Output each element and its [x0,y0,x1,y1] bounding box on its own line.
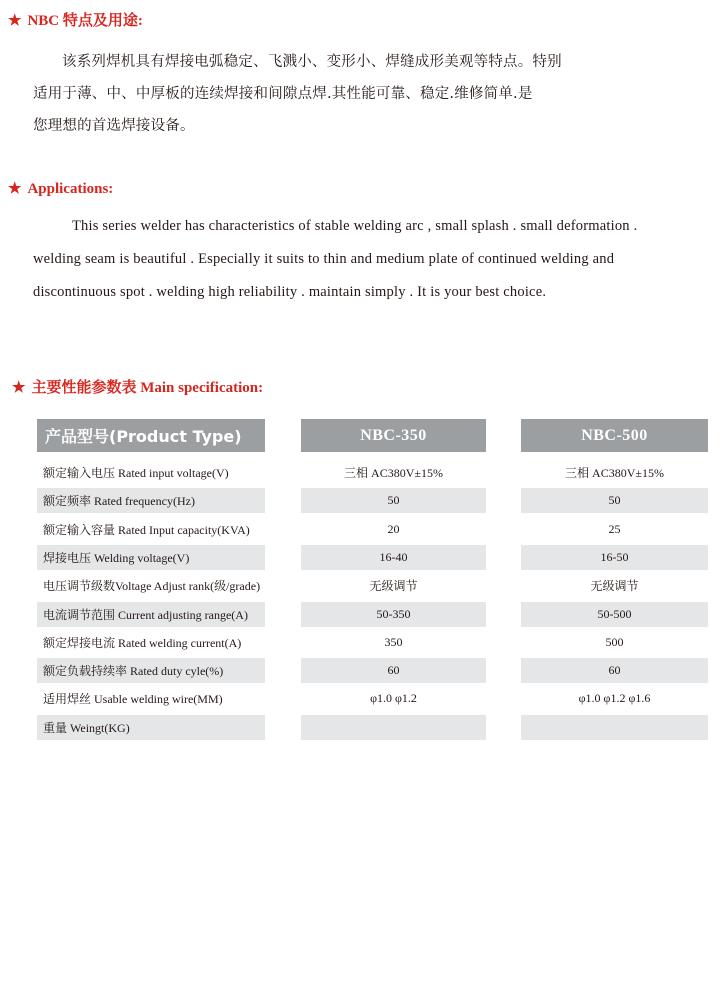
spec-value-nbc350: 16-40 [301,545,486,570]
spec-row-label: 焊接电压 Welding voltage(V) [37,545,265,570]
spec-row-label: 额定频率 Rated frequency(Hz) [37,488,265,513]
star-icon: ★ [12,380,26,396]
section-heading-applications [8,179,113,198]
star-icon: ★ [8,13,22,29]
spec-value-nbc500: 三相 AC380V±15% [565,466,664,480]
spec-value-nbc350: 60 [301,658,486,683]
spec-value-nbc350: 20 [387,522,400,536]
section-heading-specification [12,376,263,397]
section-title: Applications: [27,181,114,197]
table-header-product-type: 产品型号(Product Type) [37,419,265,452]
spec-value-nbc500: 25 [608,522,621,536]
en-paragraph-line: This series welder has characteristics of stable welding arc , small splash . small deformation . [72,218,638,234]
star-icon: ★ [8,181,22,197]
spec-value-nbc350: 50 [301,488,486,513]
spec-row-label: 额定输入电压 Rated input voltage(V) [43,466,229,480]
spec-row-label: 重量 Weingt(KG) [37,715,265,740]
spec-value-nbc500 [521,715,708,740]
spec-value-nbc500: 60 [521,658,708,683]
spec-row-label: 适用焊丝 Usable welding wire(MM) [43,692,223,706]
table-header-model-1: NBC-350 [301,419,486,452]
spec-value-nbc500: 16-50 [521,545,708,570]
section-title: NBC 特点及用途: [27,13,143,29]
cn-paragraph-line: 该系列焊机具有焊接电弧稳定、飞溅小、变形小、焊缝成形美观等特点。特别 [62,54,562,70]
spec-value-nbc350: φ1.0 φ1.2 [370,691,417,705]
section-title: 主要性能参数表 Main specification: [31,380,264,396]
spec-value-nbc500: 50 [521,488,708,513]
cn-paragraph-line: 适用于薄、中、中厚板的连续焊接和间隙点焊.其性能可靠、稳定.维修简单.是 [33,86,533,102]
spec-row-label: 电流调节范围 Current adjusting range(A) [37,602,265,627]
spec-value-nbc500: 500 [605,635,624,649]
spec-value-nbc350: 350 [384,635,403,649]
spec-row-label: 电压调节级数Voltage Adjust rank(级/grade) [43,579,261,593]
spec-row-label: 额定输入容量 Rated Input capacity(KVA) [43,523,250,537]
table-header-model-2: NBC-500 [521,419,708,452]
spec-value-nbc350: 无级调节 [369,579,418,593]
spec-value-nbc350: 三相 AC380V±15% [344,466,443,480]
spec-row-label: 额定焊接电流 Rated welding current(A) [43,636,242,650]
spec-value-nbc500: 50-500 [521,602,708,627]
spec-value-nbc350 [301,715,486,740]
en-paragraph-line: welding seam is beautiful . Especially it suits to thin and medium plate of continued welding and [33,251,615,267]
section-heading-features [8,9,143,30]
spec-row-label: 额定负载持续率 Rated duty cyle(%) [37,658,265,683]
spec-value-nbc500: 无级调节 [590,579,639,593]
cn-paragraph-line: 您理想的首选焊接设备。 [33,118,195,134]
en-paragraph-line: discontinuous spot . welding high reliability . maintain simply . It is your best choice. [33,284,547,300]
spec-value-nbc350: 50-350 [301,602,486,627]
spec-value-nbc500: φ1.0 φ1.2 φ1.6 [578,691,651,705]
